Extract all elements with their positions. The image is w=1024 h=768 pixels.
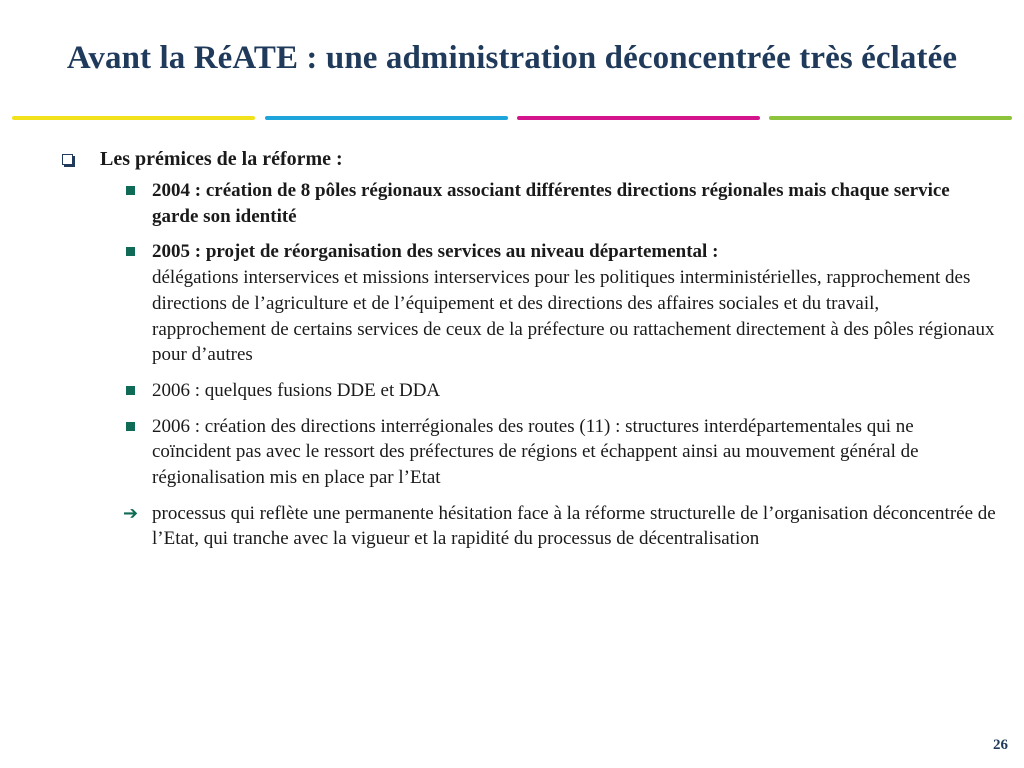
list-item	[90, 501, 997, 552]
color-divider	[12, 116, 1012, 121]
divider-segment-yellow	[12, 116, 255, 120]
section-heading	[62, 146, 997, 172]
list-item-lead: 2005 : projet de réorganisation des services au niveau départemental :	[152, 241, 719, 263]
square-bullet-icon	[126, 186, 135, 195]
list-item	[90, 378, 997, 404]
list-item-text: processus qui reflète une permanente hésitation face à la réforme structurelle de l’organisation déconcentrée de l’Etat, qui tranche avec la vigueur et la rapidité du processus de décentralisation	[152, 502, 996, 550]
checkbox-bullet-icon	[62, 154, 73, 165]
square-bullet-icon	[126, 386, 135, 395]
square-bullet-icon	[126, 247, 135, 256]
divider-segment-green	[769, 116, 1012, 120]
page-number: 26	[993, 737, 1008, 753]
slide-title: Avant la RéATE : une administration déconcentrée très éclatée	[66, 40, 958, 76]
list-item	[90, 239, 997, 368]
list-item-text: 2004 : création de 8 pôles régionaux associant différentes directions régionales mais chaque service garde son identité	[152, 180, 950, 227]
list-item	[90, 178, 997, 229]
list-item-text: 2006 : création des directions interrégionales des routes (11) : structures interdépartementales qui ne coïncident pas avec le ressort des préfectures de régions et échappent ainsi au mouvement général de régionalisation mis en place par l’Etat	[152, 415, 919, 489]
slide-body	[62, 146, 997, 562]
list-item	[90, 414, 997, 491]
list-item-text: délégations interservices et missions interservices pour les politiques interministérielles, rapprochement des directions de l’agriculture et de l’équipement et des directions des affaires sociales et du travail, rapprochement de certains services de ceux de la préfecture ou rattachement directement à des pôles régionaux pour d’autres	[152, 267, 995, 366]
list-item-text: 2006 : quelques fusions DDE et DDA	[152, 379, 441, 401]
divider-segment-blue	[265, 116, 508, 120]
arrow-right-icon: ➔	[123, 502, 139, 524]
divider-segment-magenta	[517, 116, 760, 120]
section-heading-text: Les prémices de la réforme :	[100, 148, 343, 170]
square-bullet-icon	[126, 422, 135, 431]
